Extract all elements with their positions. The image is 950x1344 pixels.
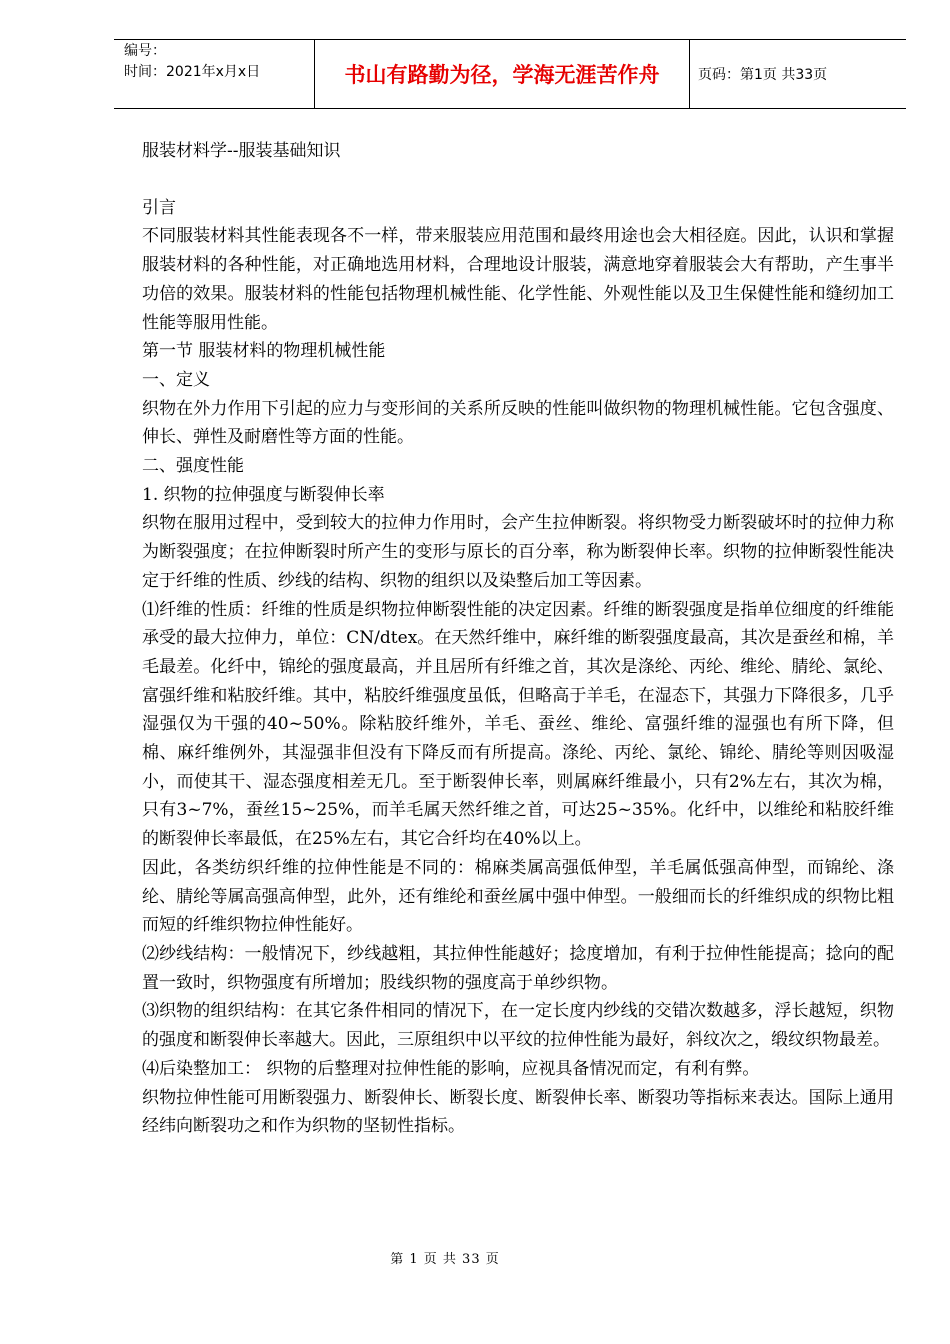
paragraph: 因此，各类纺织纤维的拉伸性能是不同的：棉麻类属高强低伸型，羊毛属低强高伸型，而锦纶、涤纶、腈纶等属高强高伸型，此外，还有维纶和蚕丝属中强中伸型。一般细而长的纤维织成的织物比粗而短的纤维织物拉伸性能好。 (142, 857, 894, 936)
subheading: 一、定义 (142, 369, 210, 390)
page-footer: 第 1 页 共 33 页 (390, 1252, 500, 1267)
header-meta (114, 40, 314, 108)
paragraph: ⑵纱线结构：一般情况下，纱线越粗，其拉伸性能越好；捻度增加，有利于拉伸性能提高；捻向的配置一致时，织物强度有所增加；股线织物的强度高于单纱织物。 (142, 943, 894, 993)
header-motto: 书山有路勤为径，学海无涯苦作舟 (314, 40, 690, 108)
header-page-number: 页码：第1页 共33页 (698, 67, 828, 83)
subheading: 1. 织物的拉伸强度与断裂伸长率 (142, 484, 385, 505)
paragraph: ⑴纤维的性质：纤维的性质是织物拉伸断裂性能的决定因素。纤维的断裂强度是指单位细度的纤维能承受的最大拉伸力，单位：CN/dtex。在天然纤维中，麻纤维的断裂强度最高，其次是蚕丝和棉，羊毛最差。化纤中，锦纶的强度最高，并且居所有纤维之首，其次是涤纶、丙纶、维纶、腈纶、氯纶、富强纤维和粘胶纤维。其中，粘胶纤维强度虽低，但略高于羊毛，在湿态下，其强力下降很多，几乎湿强仅为干强的40~50%。除粘胶纤维外，羊毛、蚕丝、维纶、富强纤维的湿强也有所下降，但棉、麻纤维例外，其湿强非但没有下降反而有所提高。涤纶、丙纶、氯纶、锦纶、腈纶等则因吸湿小，而使其干、湿态强度相差无几。至于断裂伸长率，则属麻纤维最小，只有2%左右，其次为棉，只有3~7%，蚕丝15~25%，而羊毛属天然纤维之首，可达25~35%。化纤中，以维纶和粘胶纤维的断裂伸长率最低，在25%左右，其它合纤均在40%以上。 (142, 599, 894, 850)
section-heading: 第一节 服装材料的物理机械性能 (142, 341, 386, 362)
page-header (114, 39, 906, 109)
document-title: 服装材料学--服装基础知识 (142, 141, 341, 161)
paragraph: 织物拉伸性能可用断裂强力、断裂伸长、断裂长度、断裂伸长率、断裂功等指标来表达。国际上通用经纬向断裂功之和作为织物的坚韧性指标。 (142, 1087, 894, 1137)
header-number: 编号： (124, 43, 166, 59)
intro-heading: 引言 (142, 197, 176, 218)
paragraph: ⑶织物的组织结构：在其它条件相同的情况下，在一定长度内纱线的交错次数越多，浮长越短，织物的强度和断裂伸长率越大。因此，三原组织中以平纹的拉伸性能为最好，斜纹次之，缎纹织物最差。 (142, 1001, 894, 1051)
paragraph: 不同服装材料其性能表现各不一样，带来服装应用范围和最终用途也会大相径庭。因此，认识和掌握服装材料的各种性能，对正确地选用材料，合理地设计服装，满意地穿着服装会大有帮助，产生事半功倍的效果。服装材料的性能包括物理机械性能、化学性能、外观性能以及卫生保健性能和缝纫加工性能等服用性能。 (142, 226, 894, 333)
subheading: 二、强度性能 (142, 456, 244, 477)
paragraph: 织物在服用过程中，受到较大的拉伸力作用时，会产生拉伸断裂。将织物受力断裂破坏时的拉伸力称为断裂强度；在拉伸断裂时所产生的变形与原长的百分率，称为断裂伸长率。织物的拉伸断裂性能决定于纤维的性质、纱线的结构、织物的组织以及染整后加工等因素。 (142, 513, 894, 591)
paragraph: 织物在外力作用下引起的应力与变形间的关系所反映的性能叫做织物的物理机械性能。它包含强度、伸长、弹性及耐磨性等方面的性能。 (142, 398, 894, 448)
paragraph: ⑷后染整加工： 织物的后整理对拉伸性能的影响，应视具备情况而定，有利有弊。 (142, 1058, 760, 1079)
document-body (142, 137, 894, 1141)
header-time: 时间：2021年x月x日 (124, 64, 261, 80)
